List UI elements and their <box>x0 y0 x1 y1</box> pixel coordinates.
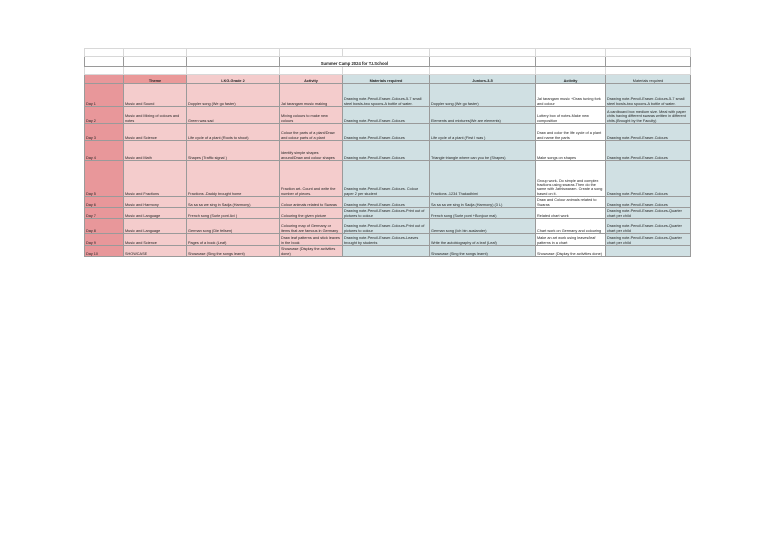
theme-cell[interactable]: Music and Science <box>124 234 187 246</box>
activity-2-cell[interactable]: Make songs on shapes <box>536 141 606 161</box>
theme-cell[interactable]: Music and Language <box>124 219 187 234</box>
activity-2-cell[interactable]: Related chart work <box>536 208 606 219</box>
header-materials-1[interactable]: Materials required <box>343 75 430 84</box>
header-juniors[interactable]: Juniors-3-5 <box>430 75 536 84</box>
lkg-cell[interactable]: Life cycle of a plant (Roots to shoot) <box>187 124 280 141</box>
juniors-cell[interactable]: Fractions -1234 Thakadhimi <box>430 161 536 197</box>
activity-1-cell[interactable]: Jal tarangam music making <box>280 84 343 107</box>
day-cell[interactable]: Day 10 <box>85 246 124 257</box>
table-row <box>85 84 691 107</box>
materials-1-cell[interactable]: Drawing note-Pencil-Eraser-Colours-Print out of pictures to colour <box>343 219 430 234</box>
theme-cell[interactable]: Music and Mixing of colours and notes <box>124 107 187 124</box>
theme-cell[interactable]: Music and Math <box>124 141 187 161</box>
materials-2-cell[interactable]: Drawing note-Pencil-Eraser-Colours <box>606 141 691 161</box>
activity-1-cell[interactable]: Mixing colours to make new colours <box>280 107 343 124</box>
activity-2-cell[interactable]: Showcase (Display the activities done) <box>536 246 606 257</box>
activity-1-cell[interactable]: Identify simple shapes around/Draw and colour shapes <box>280 141 343 161</box>
day-cell[interactable]: Day 3 <box>85 124 124 141</box>
header-materials-2[interactable]: Materials required <box>606 75 691 84</box>
materials-2-cell[interactable]: Drawing note-Pencil-Eraser-Colours <box>606 197 691 208</box>
table-row <box>85 246 691 257</box>
day-cell[interactable]: Day 5 <box>85 161 124 197</box>
sheet-title[interactable]: Summer Camp 2024 for T.I.School <box>280 57 430 67</box>
spreadsheet-table <box>84 48 691 257</box>
theme-cell[interactable]: Music and Sound <box>124 84 187 107</box>
day-cell[interactable]: Day 6 <box>85 197 124 208</box>
juniors-cell[interactable]: Elements and mixtures(We are elements) <box>430 107 536 124</box>
activity-2-cell[interactable]: Chart work on Germany and colouring <box>536 219 606 234</box>
theme-cell[interactable]: Music and Science <box>124 124 187 141</box>
activity-2-cell[interactable]: Jal tarangam music +Draw tuning fork and colour <box>536 84 606 107</box>
materials-1-cell[interactable] <box>343 246 430 257</box>
activity-1-cell[interactable]: Colouring the given picture <box>280 208 343 219</box>
materials-1-cell[interactable]: Drawing note-Pencil-Eraser-Colours. Colour paper 2 per student <box>343 161 430 197</box>
day-cell[interactable]: Day 1 <box>85 84 124 107</box>
theme-cell[interactable]: SHOWCASE <box>124 246 187 257</box>
day-cell[interactable]: Day 7 <box>85 208 124 219</box>
materials-1-cell[interactable]: Drawing note-Pencil-Eraser-Colours <box>343 141 430 161</box>
materials-2-cell[interactable]: Drawing note-Pencil-Eraser-Colours-5-7 small steel bowls-two spoons-A bottle of water. <box>606 84 691 107</box>
theme-cell[interactable]: Music and Harmony <box>124 197 187 208</box>
blank-row <box>85 49 691 57</box>
lkg-cell[interactable]: Fractions -Daddy brought home <box>187 161 280 197</box>
activity-2-cell[interactable]: Draw and Colour animals related to Swaras <box>536 197 606 208</box>
materials-2-cell[interactable]: Drawing note-Pencil-Eraser-Colours <box>606 161 691 197</box>
table-row <box>85 197 691 208</box>
table-row <box>85 208 691 219</box>
lkg-cell[interactable]: Sa sa sa we sing in Sadja (Harmony) <box>187 197 280 208</box>
lkg-cell[interactable]: Shapes (Traffic signal ) <box>187 141 280 161</box>
materials-2-cell[interactable]: Drawing note-Pencil-Eraser-Colours-Quarter chart per child <box>606 219 691 234</box>
table-row <box>85 234 691 246</box>
materials-1-cell[interactable]: Drawing note-Pencil-Eraser-Colours-Print out of pictures to colour <box>343 208 430 219</box>
header-lkg[interactable]: LKG-Grade 2 <box>187 75 280 84</box>
juniors-cell[interactable]: Sa sa sa we sing in Sadja (Harmony) (3 L) <box>430 197 536 208</box>
activity-2-cell[interactable]: Group work- Do simple and complex fractions using swaras.Then do the same with Jathiswaram. Create a song based on it. <box>536 161 606 197</box>
activity-1-cell[interactable]: Draw leaf patterns and stick leaves in the book <box>280 234 343 246</box>
juniors-cell[interactable]: German song (Ich bin auslander) <box>430 219 536 234</box>
header-theme[interactable]: Theme <box>124 75 187 84</box>
day-cell[interactable]: Day 8 <box>85 219 124 234</box>
table-row <box>85 124 691 141</box>
day-cell[interactable]: Day 9 <box>85 234 124 246</box>
materials-2-cell[interactable]: Drawing note-Pencil-Eraser-Colours-Quarter chart per child <box>606 208 691 219</box>
juniors-cell[interactable]: French song (Surle pont +Bonjour mai) <box>430 208 536 219</box>
table-row <box>85 107 691 124</box>
table-row <box>85 141 691 161</box>
activity-2-cell[interactable]: Make an art work using leaves/leaf patterns in a chart <box>536 234 606 246</box>
header-day-cell[interactable] <box>85 75 124 84</box>
materials-2-cell[interactable]: Drawing note-Pencil-Eraser-Colours <box>606 124 691 141</box>
activity-1-cell[interactable]: Fraction art- Count and write the number of pieces. <box>280 161 343 197</box>
juniors-cell[interactable]: Doppler song (We go faster) <box>430 84 536 107</box>
day-cell[interactable]: Day 2 <box>85 107 124 124</box>
header-activity-1[interactable]: Activity <box>280 75 343 84</box>
materials-1-cell[interactable]: Drawing note-Pencil-Eraser-Colours <box>343 124 430 141</box>
lkg-cell[interactable]: German song (Die fellsen) <box>187 219 280 234</box>
lkg-cell[interactable]: Doppler song (We go faster) <box>187 84 280 107</box>
materials-2-cell[interactable] <box>606 246 691 257</box>
theme-cell[interactable]: Music and Fractions <box>124 161 187 197</box>
materials-2-cell[interactable]: A cardboard box medium size. Meal with paper chits having different swaras written in different chits.(Brought by the Faculty) <box>606 107 691 124</box>
theme-cell[interactable]: Music and Language <box>124 208 187 219</box>
header-activity-2[interactable]: Activity <box>536 75 606 84</box>
header-row <box>85 75 691 84</box>
materials-2-cell[interactable]: Drawing note-Pencil-Eraser-Colours-Quarter chart per child <box>606 234 691 246</box>
activity-2-cell[interactable]: Draw and color the life cycle of a plant and name the parts <box>536 124 606 141</box>
materials-1-cell[interactable]: Drawing note-Pencil-Eraser-Colours-5-7 small steel bowls-two spoons-A bottle of water. <box>343 84 430 107</box>
lkg-cell[interactable]: French song (Surle pont Avi ) <box>187 208 280 219</box>
lkg-cell[interactable]: Pages of a book (Leaf) <box>187 234 280 246</box>
activity-1-cell[interactable]: Colour animals related to Swaras <box>280 197 343 208</box>
lkg-cell[interactable]: Green was sad <box>187 107 280 124</box>
table-row <box>85 161 691 197</box>
table-row <box>85 219 691 234</box>
activity-1-cell[interactable]: Colour the parts of a plant/Draw and colour parts of a plant <box>280 124 343 141</box>
activity-2-cell[interactable]: Lottery box of notes-Make new composition <box>536 107 606 124</box>
activity-1-cell[interactable]: Showcase (Display the activities done) <box>280 246 343 257</box>
day-cell[interactable]: Day 4 <box>85 141 124 161</box>
juniors-cell[interactable]: Write the autobiography of a leaf (Leaf) <box>430 234 536 246</box>
materials-1-cell[interactable]: Drawing note-Pencil-Eraser-Colours <box>343 197 430 208</box>
materials-1-cell[interactable]: Drawing note-Pencil-Eraser-Colours-Leaves brought by students <box>343 234 430 246</box>
juniors-cell[interactable]: Showcase (Sing the songs learnt) <box>430 246 536 257</box>
activity-1-cell[interactable]: Colouring map of Germany or items that are famous in Germany <box>280 219 343 234</box>
juniors-cell[interactable]: Life cycle of a plant (First I was ) <box>430 124 536 141</box>
lkg-cell[interactable]: Showcase (Sing the songs learnt) <box>187 246 280 257</box>
materials-1-cell[interactable]: Drawing note-Pencil-Eraser-Colours <box>343 107 430 124</box>
title-row <box>85 57 691 67</box>
juniors-cell[interactable]: Triangle triangle where can you be (Shapes) <box>430 141 536 161</box>
blank-row <box>85 67 691 75</box>
